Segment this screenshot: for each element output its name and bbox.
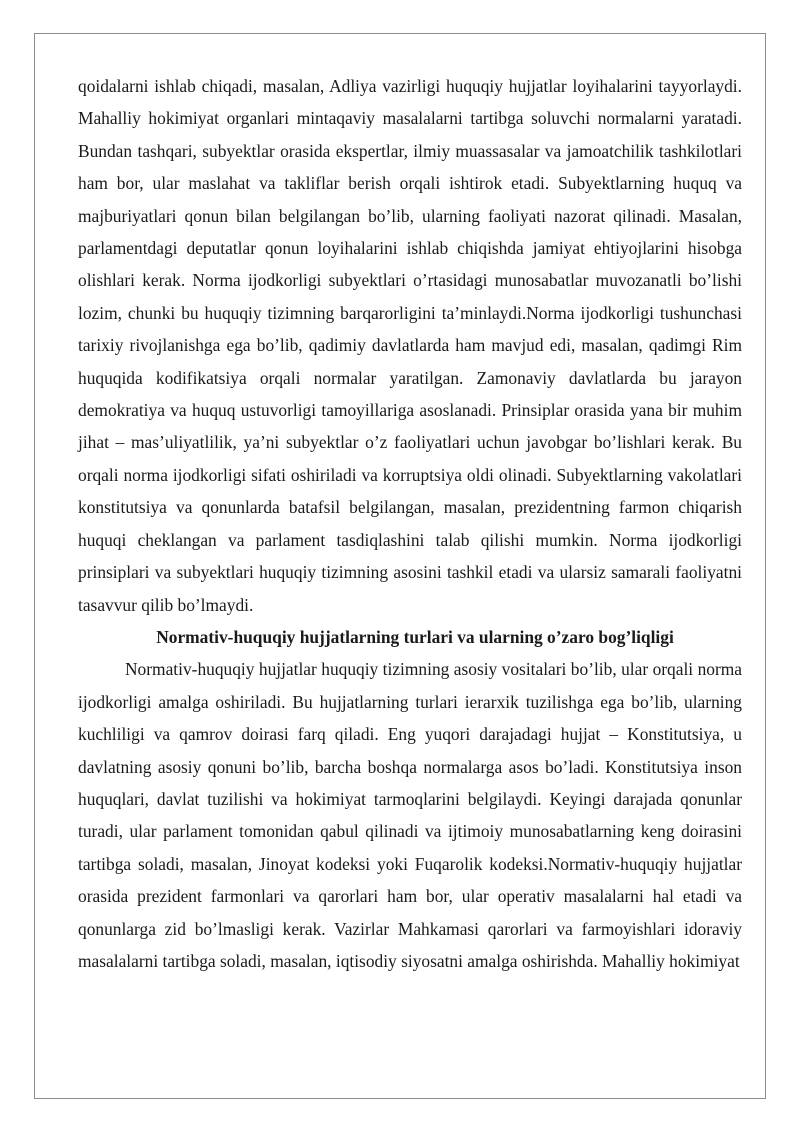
body-paragraph: Normativ-huquqiy hujjatlar huquqiy tizimning asosiy vositalari bo’lib, ular orqali norma ijodkorligi amalga oshiriladi. Bu hujjatlarning turlari ierarxik tuzilishga ega bo’lib, ularning kuchliligi va qamrov doirasi farq qiladi. Eng yuqori darajadagi hujjat – Konstitutsiya, u davlatning asosiy qonuni bo’lib, barcha boshqa normalarga asos bo’ladi. Konstitutsiya inson huquqlari, davlat tuzilishi va hokimiyat tarmoqlarini belgilaydi. Keyingi darajada qonunlar turadi, ular parlament tomonidan qabul qilinadi va ijtimoiy munosabatlarning keng doirasini tartibga soladi, masalan, Jinoyat kodeksi yoki Fuqarolik kodeksi.Normativ-huquqiy hujjatlar orasida prezident farmonlari va qarorlari ham bor, ular operativ masalalarni hal etadi va qonunlarga zid bo’lmasligi kerak. Vazirlar Mahkamasi qarorlari va farmoyishlari idoraviy masalalarni tartibga soladi, masalan, iqtisodiy siyosatni amalga oshirishda. Mahalliy hokimiyat — [78, 659, 742, 971]
body-paragraph: qoidalarni ishlab chiqadi, masalan, Adliya vazirligi huquqiy hujjatlar loyihalarini tayyorlaydi. Mahalliy hokimiyat organlari mintaqaviy masalalarni tartibga soluvchi normalarni yaratadi. Bundan tashqari, subyektlar orasida ekspertlar, ilmiy muassasalar va jamoatchilik tashkilotlari ham bor, ular maslahat va takliflar berish orqali ishtirok etadi. Subyektlarning huquq va majburiyatlari qonun bilan belgilangan bo’lib, ularning faoliyati nazorat qilinadi. Masalan, parlamentdagi deputatlar qonun loyihalarini ishlab chiqishda jamiyat ehtiyojlarini hisobga olishlari kerak. Norma ijodkorligi subyektlari o’rtasidagi munosabatlar muvozanatli bo’lishi lozim, chunki bu huquqiy tizimning barqarorligini ta’minlaydi.Norma ijodkorligi tushunchasi tarixiy rivojlanishga ega bo’lib, qadimiy davlatlarda ham mavjud edi, masalan, qadimgi Rim huquqida kodifikatsiya orqali normalar yaratilgan. Zamonaviy davlatlarda bu jarayon demokratiya va huquq ustuvorligi tamoyillariga asoslanadi. Prinsiplar orasida yana bir muhim jihat – mas’uliyatlilik, ya’ni subyektlar o’z faoliyatlari uchun javobgar bo’lishlari kerak. Bu orqali norma ijodkorligi sifati oshiriladi va korruptsiya oldi olinadi. Subyektlarning vakolatlari konstitutsiya va qonunlarda batafsil belgilangan, masalan, prezidentning farmon chiqarish huquqi cheklangan va parlament tasdiqlashini talab qilishi mumkin. Norma ijodkorligi prinsiplari va subyektlari huquqiy tizimning asosini tashkil etadi va ularsiz samarali faoliyatni tasavvur qilib bo’lmaydi. — [78, 76, 742, 615]
section-heading: Normativ-huquqiy hujjatlarning turlari va ularning o’zaro bog’liqligi — [156, 626, 674, 647]
document-body — [78, 70, 742, 977]
